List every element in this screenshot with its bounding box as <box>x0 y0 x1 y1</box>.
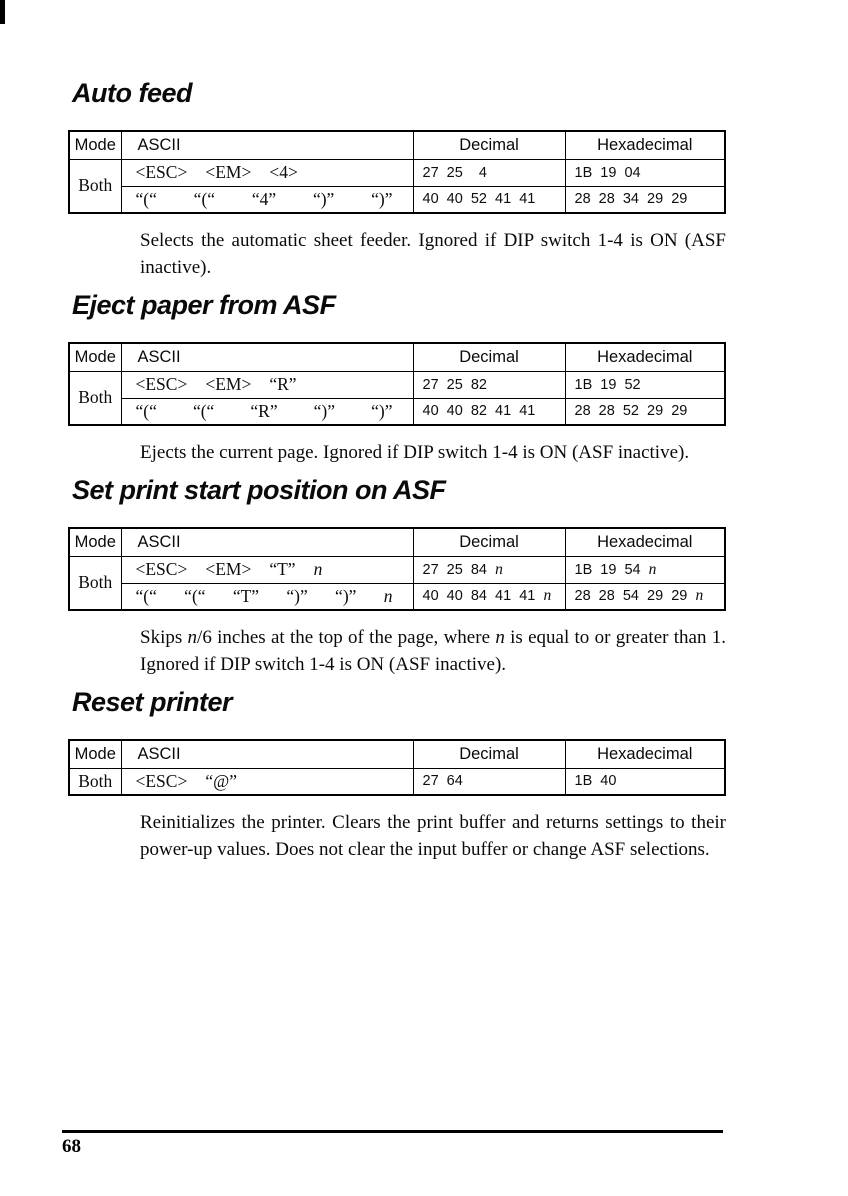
col-header-decimal: Decimal <box>413 343 565 371</box>
section-auto-feed <box>68 78 724 290</box>
ascii-cell <box>121 583 413 610</box>
ascii-sequence: <ESC> “@” <box>135 770 237 791</box>
col-header-decimal: Decimal <box>413 131 565 159</box>
col-header-ascii: ASCII <box>121 528 413 556</box>
hex-cell: 28 28 54 29 29 n <box>565 583 725 610</box>
ascii-cell <box>121 371 413 398</box>
mode-cell: Both <box>69 371 121 425</box>
variable-n: n <box>695 587 704 605</box>
col-header-mode: Mode <box>69 740 121 768</box>
page-content <box>68 78 727 863</box>
section-reset-printer <box>68 687 724 863</box>
hex-cell: 1B 19 04 <box>565 159 725 186</box>
command-description: Ejects the current page. Ignored if DIP switch 1-4 is ON (ASF inactive). <box>140 442 690 463</box>
command-table <box>68 527 726 611</box>
col-header-ascii: ASCII <box>121 131 413 159</box>
command-table <box>68 342 726 426</box>
col-header-mode: Mode <box>69 131 121 159</box>
hex-cell: 28 28 34 29 29 <box>565 186 725 213</box>
hex-cell: 1B 19 52 <box>565 371 725 398</box>
ascii-sequence: <ESC> <EM> “R” <box>135 374 297 394</box>
ascii-cell <box>121 556 413 583</box>
mode-cell: Both <box>69 768 121 795</box>
variable-n: n <box>383 585 393 606</box>
col-header-hexadecimal: Hexadecimal <box>565 528 725 556</box>
decimal-cell: 40 40 52 41 41 <box>413 186 565 213</box>
mode-cell: Both <box>69 159 121 213</box>
col-header-hexadecimal: Hexadecimal <box>565 343 725 371</box>
section-eject-paper <box>68 290 724 475</box>
variable-n: n <box>543 587 552 605</box>
command-table <box>68 130 726 214</box>
ascii-sequence: “(“ “(“ “R” “)” “)” <box>135 400 393 421</box>
section-heading: Reset printer <box>72 687 233 717</box>
variable-n: n <box>495 560 503 578</box>
section-heading: Set print start position on ASF <box>72 475 446 505</box>
ascii-sequence: <ESC> <EM> “T” n <box>135 559 323 579</box>
hex-cell: 1B 19 54 n <box>565 556 725 583</box>
page-number: 68 <box>62 1136 81 1157</box>
variable-n: n <box>187 627 198 648</box>
decimal-cell: 27 64 <box>413 768 565 795</box>
decimal-cell: 40 40 82 41 41 <box>413 398 565 425</box>
section-set-print-start <box>68 475 727 687</box>
mode-cell: Both <box>69 556 121 610</box>
decimal-cell: 40 40 84 41 41 n <box>413 583 565 610</box>
col-header-mode: Mode <box>69 343 121 371</box>
ascii-sequence: “(“ “(“ “T” “)” “)” n <box>135 585 393 606</box>
section-heading: Eject paper from ASF <box>72 290 336 320</box>
ascii-cell <box>121 159 413 186</box>
decimal-cell: 27 25 84 n <box>413 556 565 583</box>
ascii-cell <box>121 768 413 795</box>
decimal-cell: 27 25 82 <box>413 371 565 398</box>
variable-n: n <box>495 627 505 648</box>
col-header-ascii: ASCII <box>121 740 413 768</box>
command-description: Selects the automatic sheet feeder. Ignored if DIP switch 1-4 is ON (ASF inactive). <box>140 230 726 278</box>
col-header-hexadecimal: Hexadecimal <box>565 131 725 159</box>
decimal-cell: 27 25 4 <box>413 159 565 186</box>
col-header-mode: Mode <box>69 528 121 556</box>
command-description: Skips n/6 inches at the top of the page, where n is equal to or greater than 1. Ignored if DIP switch 1-4 is ON (ASF inactive). <box>140 627 727 675</box>
hex-cell: 1B 40 <box>565 768 725 795</box>
hex-cell: 28 28 52 29 29 <box>565 398 725 425</box>
ascii-cell <box>121 398 413 425</box>
col-header-decimal: Decimal <box>413 740 565 768</box>
ascii-cell <box>121 186 413 213</box>
command-description: Reinitializes the printer. Clears the print buffer and returns settings to their power-up values. Does not clear the input buffer or change ASF selections. <box>140 812 726 860</box>
variable-n: n <box>313 559 323 579</box>
scan-artifact <box>0 0 5 24</box>
command-table <box>68 739 726 796</box>
ascii-sequence: “(“ “(“ “4” “)” “)” <box>135 188 393 209</box>
variable-n: n <box>648 560 657 578</box>
col-header-decimal: Decimal <box>413 528 565 556</box>
ascii-sequence: <ESC> <EM> <4> <box>135 162 298 182</box>
col-header-hexadecimal: Hexadecimal <box>565 740 725 768</box>
section-heading: Auto feed <box>72 78 192 108</box>
col-header-ascii: ASCII <box>121 343 413 371</box>
footer-rule <box>62 1130 723 1133</box>
